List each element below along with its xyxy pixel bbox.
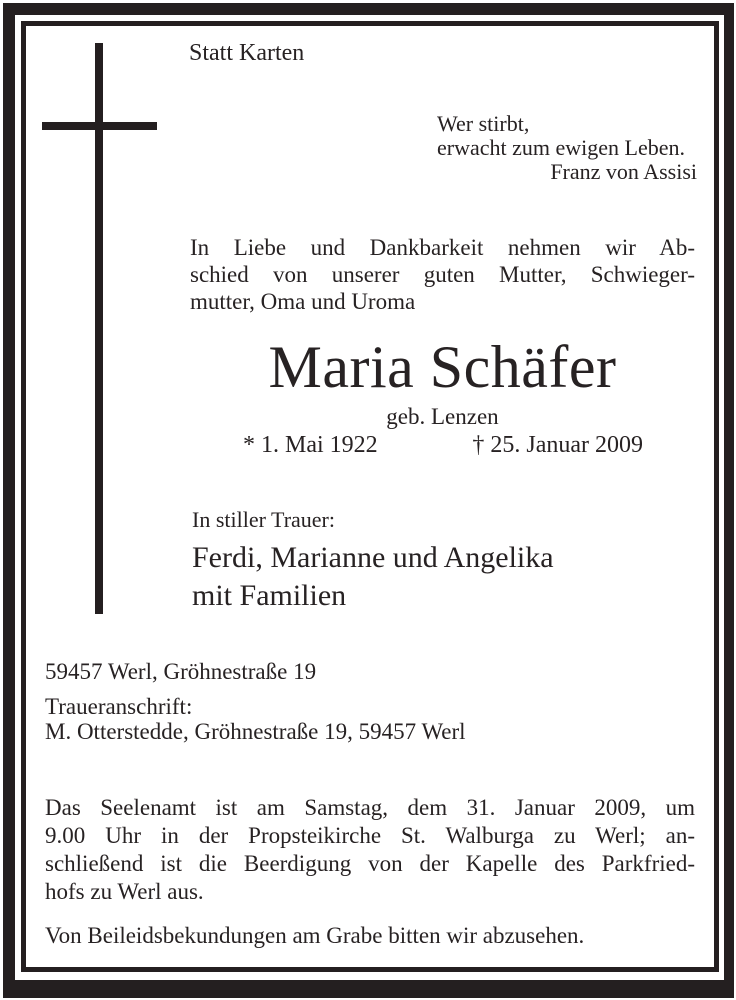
birth-date: * 1. Mai 1922 [243,432,378,458]
life-dates [243,432,643,459]
maiden-name: geb. Lenzen [386,404,499,429]
condolence-address: M. Otterstedde, Gröhnestraße 19, 59457 Werl [45,719,466,744]
intro-line-1: In Liebe und Dankbarkeit nehmen wir Ab- [190,235,695,260]
quote-attribution: Franz von Assisi [550,159,697,184]
service-line-4: hofs zu Werl aus. [45,879,204,904]
death-date: † 25. Januar 2009 [472,432,643,458]
deceased-block [190,336,695,430]
condolence-address-label: Traueranschrift: [45,694,193,719]
mourners-names: Ferdi, Marianne und Angelika [192,541,554,574]
residence-address: 59457 Werl, Gröhnestraße 19 [45,659,317,684]
quote-block [437,112,697,184]
condolence-note: Von Beileidsbekundungen am Grabe bitten wir abzusehen. [45,923,585,948]
service-line-2: 9.00 Uhr in der Propsteikirche St. Walburga zu Werl; an- [45,823,695,848]
service-line-3: schließend ist die Beerdigung von der Kapelle des Parkfried- [45,851,695,876]
address-block [45,659,466,744]
service-paragraph [45,794,695,906]
deceased-name: Maria Schäfer [268,334,617,400]
mourners-block [192,507,554,615]
pre-header: Statt Karten [189,40,305,66]
quote-line-2: erwacht zum ewigen Leben. [437,135,685,160]
intro-line-3: mutter, Oma und Uroma [190,289,416,314]
mourners-families: mit Familien [192,579,347,612]
quote-line-1: Wer stirbt, [437,111,530,136]
intro-paragraph [190,234,695,315]
cross-horizontal-bar [42,122,157,130]
intro-line-2: schied von unserer guten Mutter, Schwieger- [190,262,695,287]
mourners-heading: In stiller Trauer: [192,507,335,532]
service-line-1: Das Seelenamt ist am Samstag, dem 31. Januar 2009, um [45,795,695,820]
